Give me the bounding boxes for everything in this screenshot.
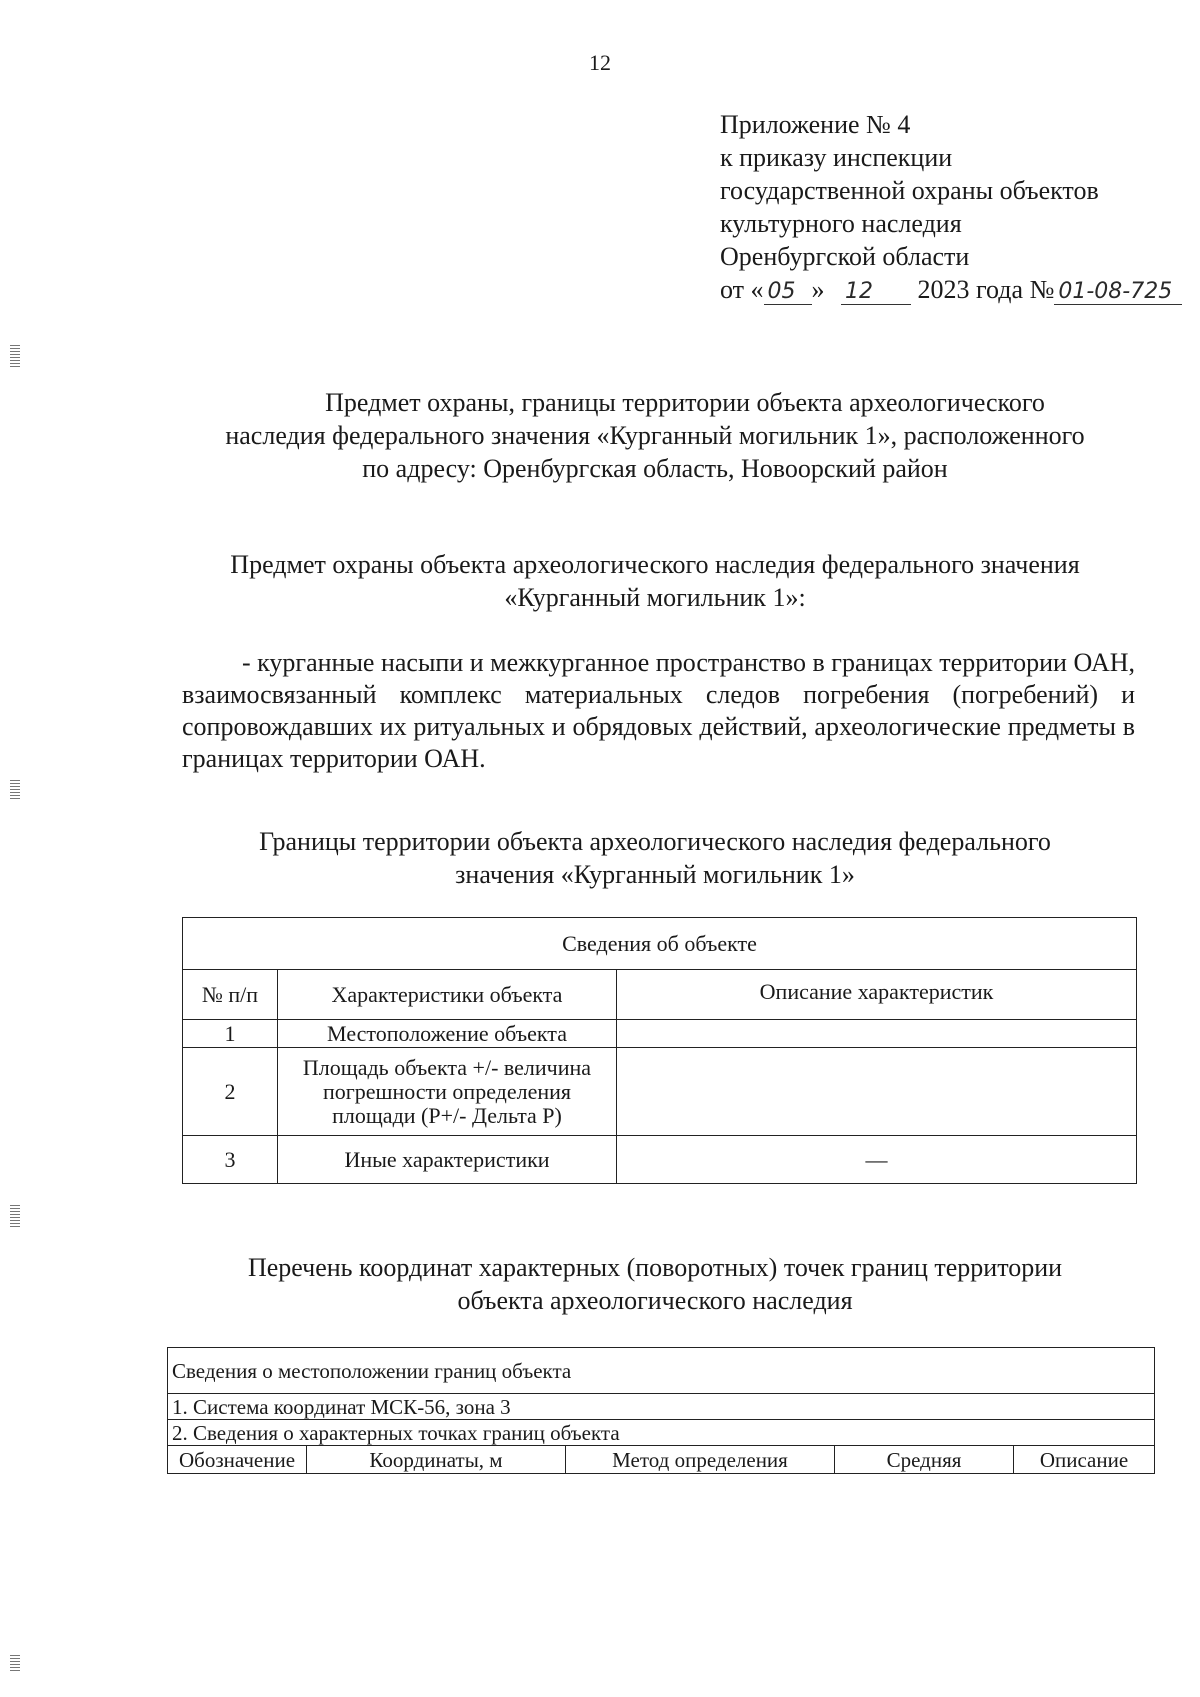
points-info-row: 2. Сведения о характерных точках границ объекта (168, 1420, 1155, 1446)
table-row (183, 1048, 1137, 1136)
row-characteristic: Местоположение объекта (278, 1020, 617, 1048)
borders-heading-line: значения «Курганный могильник 1» (455, 860, 855, 889)
row-number: 3 (183, 1136, 278, 1184)
header-cell-method: Метод определения (566, 1446, 835, 1474)
header-cell-characteristic: Характеристики объекта (278, 970, 617, 1020)
date-year: 2023 года № (917, 275, 1055, 304)
coordinates-heading-line: Перечень координат характерных (поворотных) точек границ территории (247, 1253, 1063, 1282)
object-table-caption: Сведения об объекте (183, 918, 1137, 970)
row-characteristic: Площадь объекта +/- величина погрешности определения площади (Р+/- Дельта Р) (278, 1048, 617, 1136)
handwritten-month: 12 (841, 280, 911, 305)
row-number: 2 (183, 1048, 278, 1136)
coordinate-system-row: 1. Система координат МСК-56, зона 3 (168, 1394, 1155, 1420)
header-cell-description: Описание характеристик (617, 970, 1137, 1020)
title-line: по адресу: Оренбургская область, Новоорский район (362, 454, 948, 483)
scan-artifact (10, 1205, 20, 1229)
subject-heading (160, 548, 1150, 614)
header-cell-coordinates: Координаты, м (307, 1446, 566, 1474)
borders-heading (160, 825, 1150, 891)
row-description: — (617, 1136, 1137, 1184)
location-info-row: Сведения о местоположении границ объекта (168, 1348, 1155, 1394)
date-prefix: от « (720, 275, 764, 304)
table-row (183, 1020, 1137, 1048)
handwritten-order-number: 01-08-725 (1054, 280, 1182, 305)
subject-heading-line: «Курганный могильник 1»: (504, 583, 806, 612)
row-characteristic: Иные характеристики (278, 1136, 617, 1184)
header-cell-number: № п/п (183, 970, 278, 1020)
coordinates-table (167, 1347, 1155, 1474)
borders-heading-line: Границы территории объекта археологического наследия федерального (259, 827, 1051, 856)
appendix-line: культурного наследия (720, 209, 962, 238)
scan-artifact (10, 345, 20, 367)
row-number: 1 (183, 1020, 278, 1048)
header-cell-description: Описание (1014, 1446, 1155, 1474)
document-title (160, 386, 1150, 485)
scan-artifact (10, 1655, 20, 1673)
title-line: наследия федерального значения «Курганный могильник 1», расположенного (225, 421, 1085, 450)
appendix-line: Оренбургской области (720, 242, 970, 271)
header-cell-designation: Обозначение (168, 1446, 307, 1474)
row-description (617, 1020, 1137, 1048)
appendix-line: к приказу инспекции (720, 143, 953, 172)
coordinates-heading (160, 1251, 1150, 1317)
table-row (183, 1136, 1137, 1184)
title-line: Предмет охраны, границы территории объекта археологического (325, 388, 1045, 417)
subject-heading-line: Предмет охраны объекта археологического наследия федерального значения (230, 550, 1080, 579)
page-number: 12 (589, 50, 611, 75)
header-cell-average: Средняя (835, 1446, 1014, 1474)
object-info-table (182, 917, 1137, 1184)
handwritten-day: 05 (764, 280, 812, 305)
scan-artifact (10, 780, 20, 800)
appendix-line: государственной охраны объектов (720, 176, 1099, 205)
coordinates-heading-line: объекта археологического наследия (457, 1286, 853, 1315)
appendix-date-line (720, 273, 1173, 306)
date-separator: » (811, 275, 825, 304)
appendix-title: Приложение № 4 (720, 110, 911, 139)
subject-paragraph: - курганные насыпи и межкурганное пространство в границах территории ОАН, взаимосвязанный комплекс материальных следов погребения (погребений) и сопровождавших их ритуальных и обрядовых действий, археологические предметы в границах территории ОАН. (182, 648, 1135, 773)
appendix-block (720, 108, 1173, 306)
row-description (617, 1048, 1137, 1136)
